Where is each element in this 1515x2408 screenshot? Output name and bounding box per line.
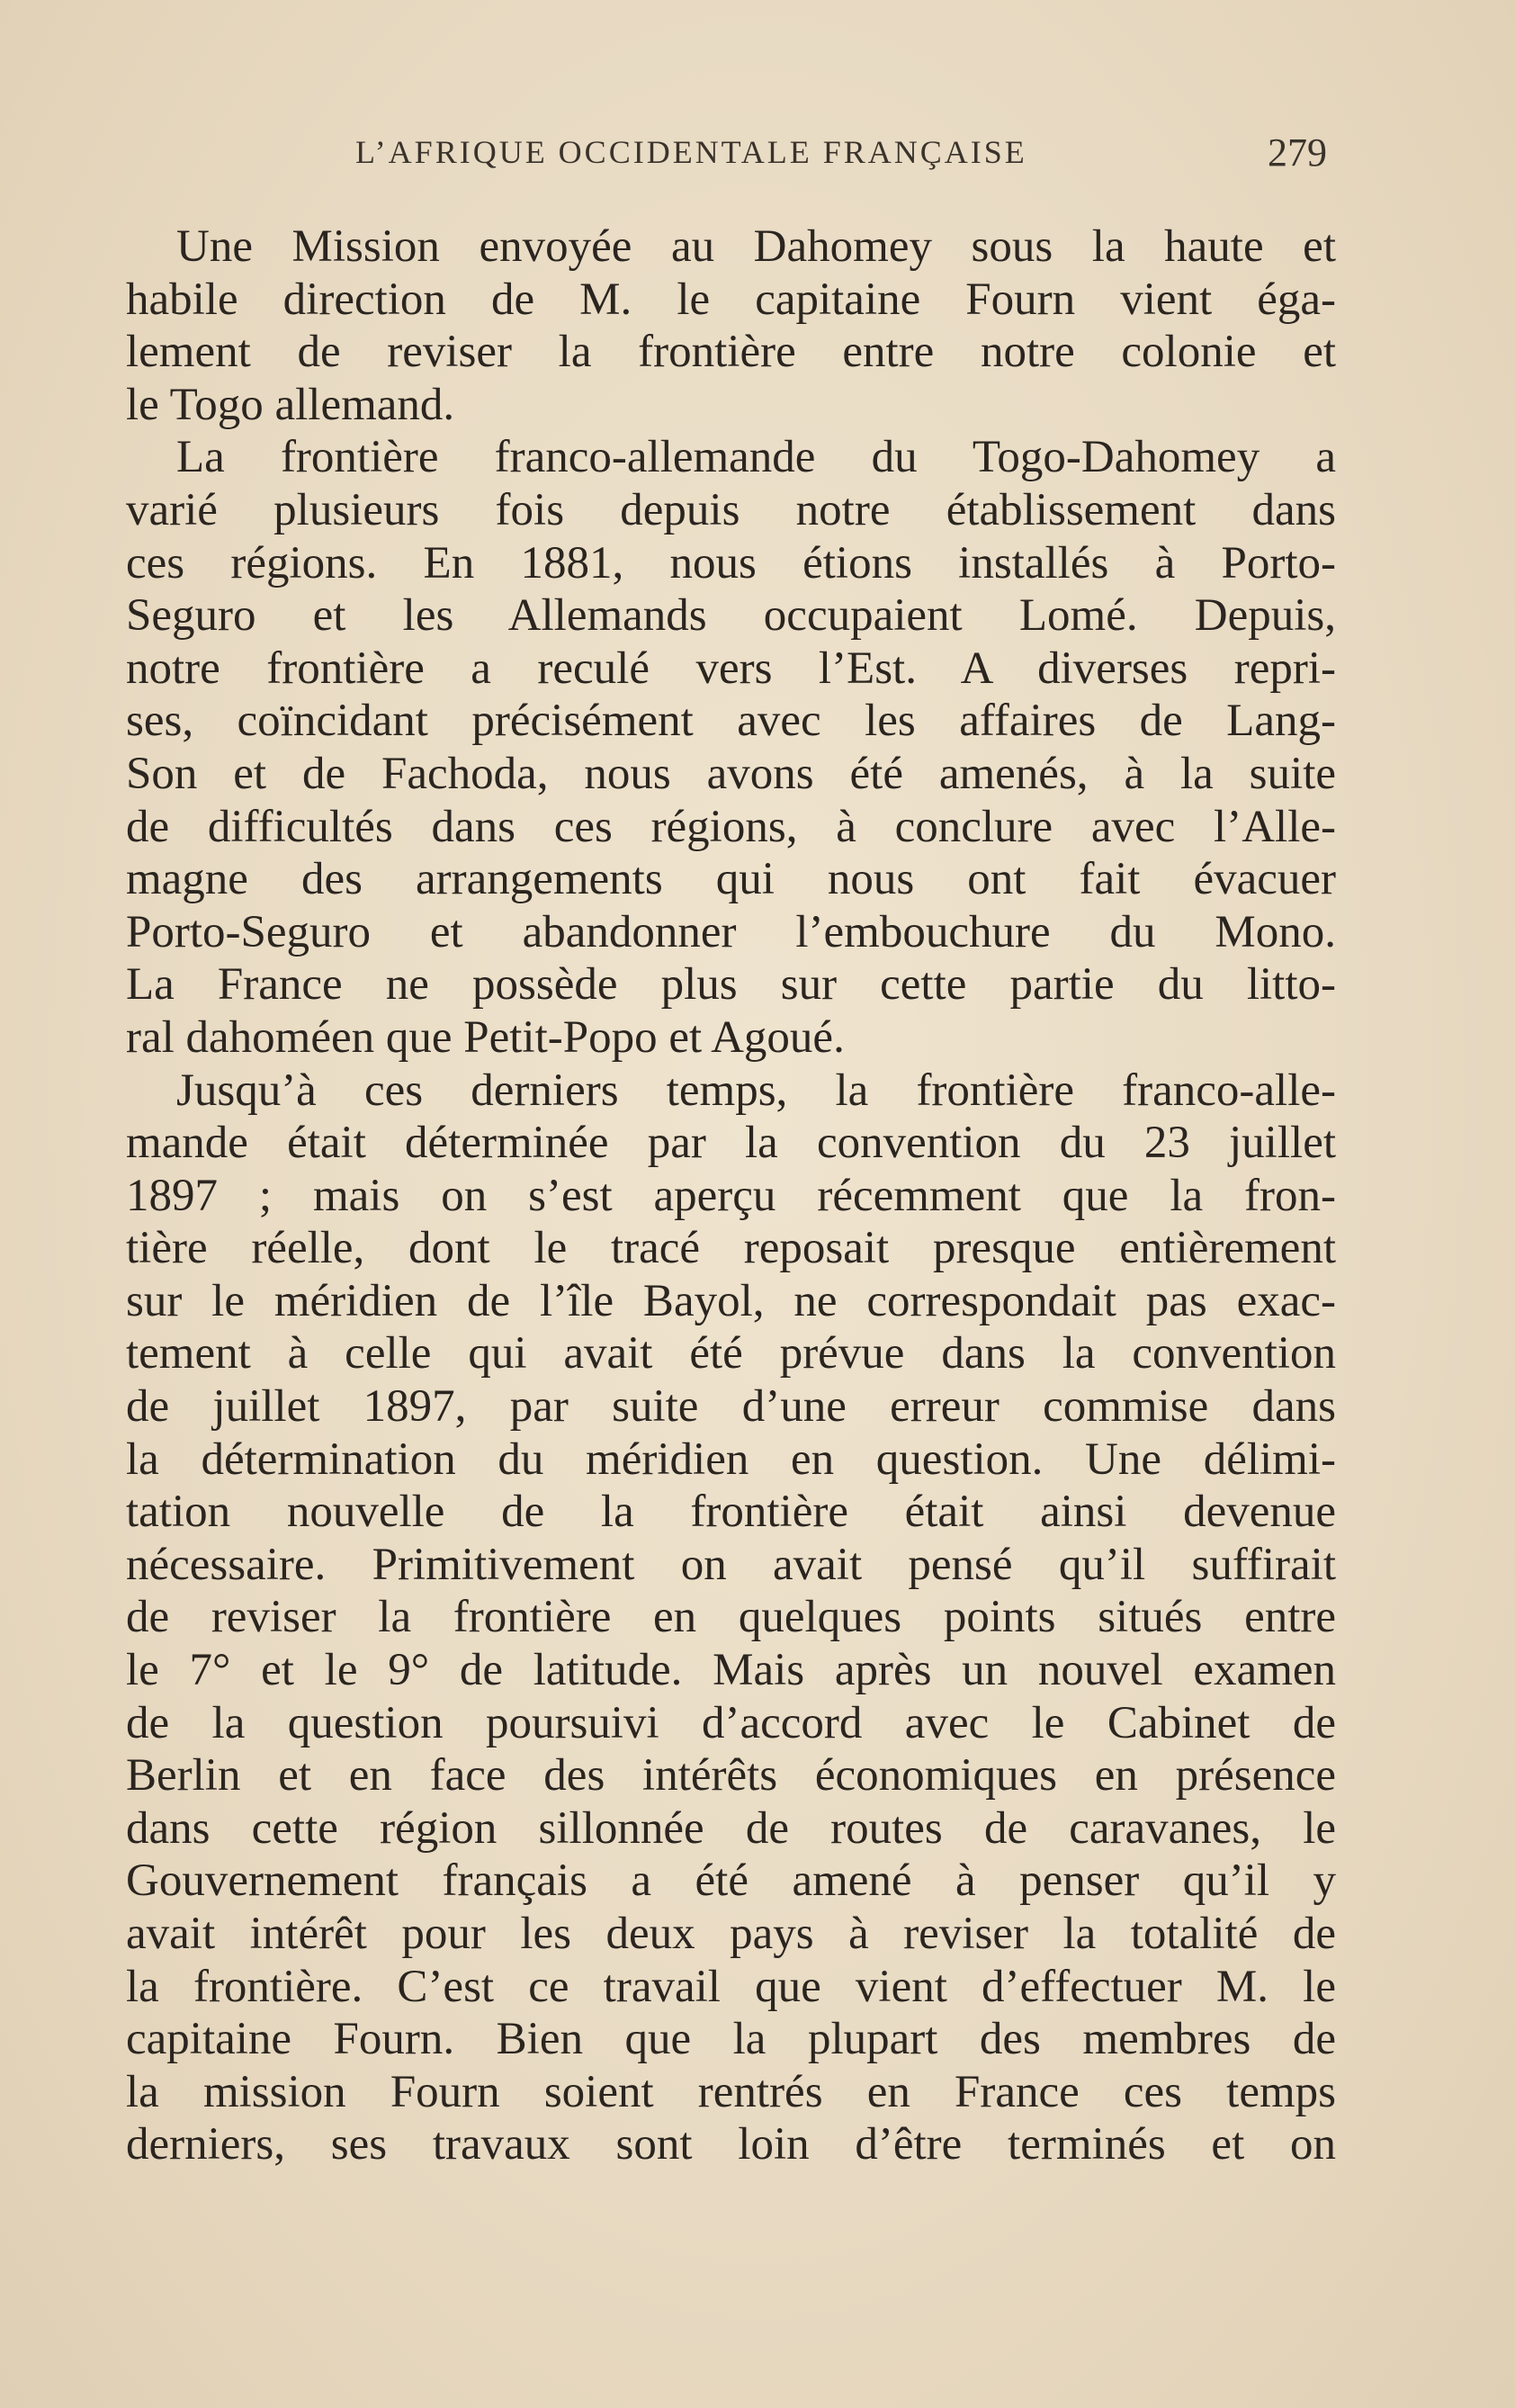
text-line: varié plusieurs fois depuis notre établissement dans [126, 484, 1336, 535]
text-line: lement de reviser la frontière entre notre colonie et [126, 327, 1336, 378]
text-line: de la question poursuivi d’accord avec le Cabinet de [126, 1697, 1336, 1748]
text-line: de difficultés dans ces régions, à conclure avec l’Alle- [126, 801, 1336, 852]
text-line: ses, coïncidant précisément avec les affaires de Lang- [126, 696, 1336, 747]
text-line: ces régions. En 1881, nous étions installés à Porto- [126, 537, 1336, 589]
text-line: Porto-Seguro et abandonner l’embouchure du Mono. [126, 906, 1336, 957]
text-line: ral dahoméen que Petit-Popo et Agoué. [126, 1011, 845, 1063]
text-line: Berlin et en face des intérêts économiques en présence [126, 1750, 1336, 1802]
text-line: notre frontière a reculé vers l’Est. A diverses repri- [126, 642, 1336, 694]
text-line: 1897 ; mais on s’est aperçu récemment que la fron- [126, 1170, 1336, 1221]
text-line: dans cette région sillonnée de routes de caravanes, le [126, 1802, 1336, 1854]
text-line: avait intérêt pour les deux pays à reviser la totalité de [126, 1909, 1336, 1959]
text-line: magne des arrangements qui nous ont fait évacuer [126, 854, 1336, 905]
body-text [126, 220, 1336, 2171]
text-line: le Togo allemand. [126, 379, 455, 430]
text-line: tation nouvelle de la frontière était ainsi devenue [126, 1487, 1336, 1538]
text-line: la détermination du méridien en question. Une délimi- [126, 1433, 1336, 1485]
text-line: la frontière. C’est ce travail que vient d’effectuer M. le [126, 1961, 1336, 2012]
running-title: L’AFRIQUE OCCIDENTALE FRANÇAISE [355, 134, 1027, 170]
text-line: Son et de Fachoda, nous avons été amenés, à la suite [126, 748, 1336, 799]
text-line: sur le méridien de l’île Bayol, ne correspondait pas exac- [126, 1275, 1336, 1326]
text-line: tière réelle, dont le tracé reposait presque entièrement [126, 1223, 1336, 1274]
text-line: Une Mission envoyée au Dahomey sous la haute et [176, 221, 1336, 272]
text-line: capitaine Fourn. Bien que la plupart des membres de [126, 2014, 1336, 2065]
text-line: derniers, ses travaux sont loin d’être terminés et on [126, 2119, 1336, 2170]
text-line: de juillet 1897, par suite d’une erreur commise dans [126, 1381, 1336, 1433]
text-line: Jusqu’à ces derniers temps, la frontière franco-alle- [176, 1065, 1336, 1116]
text-line: nécessaire. Primitivement on avait pensé qu’il suffirait [126, 1539, 1336, 1590]
text-line: La France ne possède plus sur cette partie du litto- [126, 959, 1336, 1011]
page-number: 279 [1268, 130, 1327, 175]
text-line: Gouvernement français a été amené à penser qu’il y [126, 1855, 1336, 1907]
text-line: la mission Fourn soient rentrés en France ces temps [126, 2066, 1336, 2117]
text-line: de reviser la frontière en quelques points situés entre [126, 1592, 1336, 1643]
text-line: La frontière franco-allemande du Togo-Dahomey a [176, 432, 1336, 483]
text-line: habile direction de M. le capitaine Fourn vient éga- [126, 274, 1336, 325]
text-line: le 7° et le 9° de latitude. Mais après un nouvel examen [126, 1645, 1336, 1696]
text-line: mande était déterminée par la convention du 23 juillet [126, 1118, 1336, 1169]
text-line: tement à celle qui avait été prévue dans la convention [126, 1328, 1336, 1379]
text-line: Seguro et les Allemands occupaient Lomé. Depuis, [126, 590, 1336, 642]
page-header [355, 130, 1327, 178]
